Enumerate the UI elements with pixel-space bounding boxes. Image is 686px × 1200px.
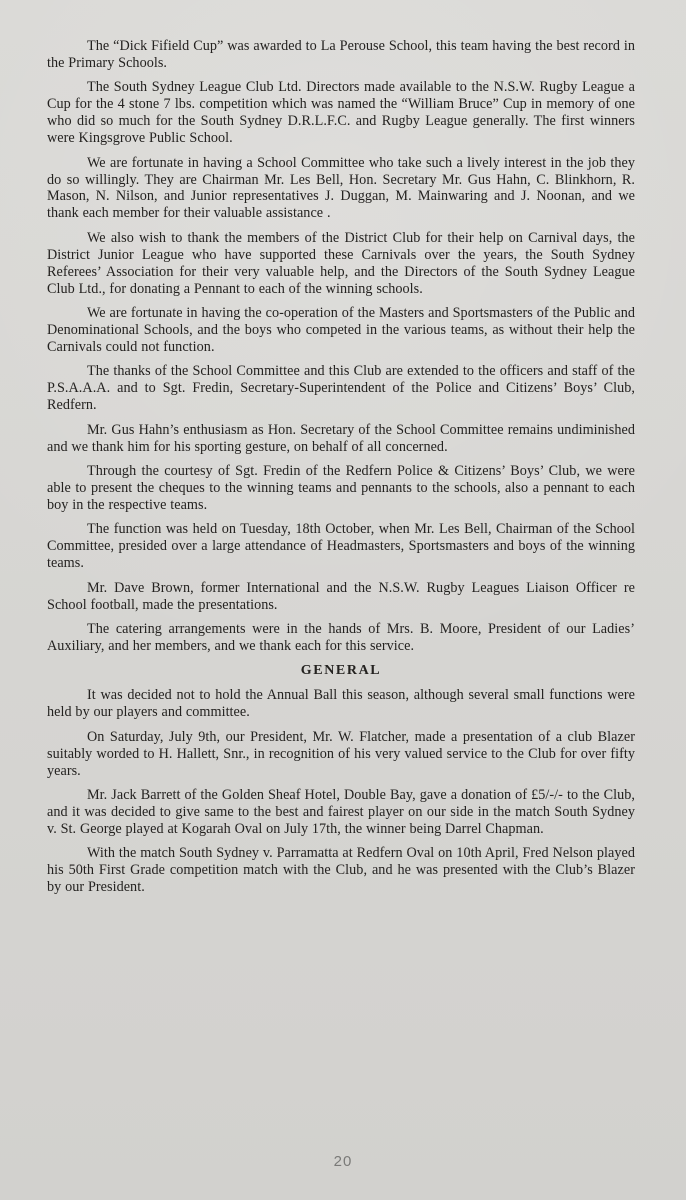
paragraph-dave-brown: Mr. Dave Brown, former International and the N.S.W. Rugby Leagues Liaison Officer re School football, made the presentations.: [47, 579, 635, 613]
page-body: [47, 38, 635, 904]
paragraph-dick-fifield-cup: The “Dick Fifield Cup” was awarded to La Perouse School, this team having the best record in the Primary Schools.: [47, 38, 635, 71]
paragraph-thanks-district-club: We also wish to thank the members of the District Club for their help on Carnival days, the District Junior League who have supported these Carnivals over the years, the South Sydney Referees’ Association for their very valuable help, and the Directors of the South Sydney League Club Ltd., for donating a Pennant to each of the winning schools.: [47, 229, 635, 297]
paragraph-club-blazer: On Saturday, July 9th, our President, Mr. W. Flatcher, made a presentation of a club Blazer suitably worded to H. Hallett, Snr., in recognition of his very valued service to the Club for over fifty years.: [47, 728, 635, 779]
section-heading-general: GENERAL: [300, 662, 382, 678]
paragraph-golden-sheaf-donation: Mr. Jack Barrett of the Golden Sheaf Hotel, Double Bay, gave a donation of £5/-/- to the Club, and it was decided to give same to the best and fairest player on our side in the match South Sydney v. St. George played at Kogarah Oval on July 17th, the winner being Darrel Chapman.: [47, 787, 635, 837]
paragraph-annual-ball: It was decided not to hold the Annual Ball this season, although several small functions were held by our players and committee.: [47, 687, 635, 721]
paragraph-psaaa-thanks: The thanks of the School Committee and this Club are extended to the officers and staff of the P.S.A.A.A. and to Sgt. Fredin, Secretary-Superintendent of the Police and Citizens’ Boys’ Club, Redfern.: [47, 363, 635, 414]
paragraph-catering: The catering arrangements were in the hands of Mrs. B. Moore, President of our Ladies’ Auxiliary, and her members, and we thank each for this service.: [47, 621, 635, 655]
paragraph-gus-hahn: Mr. Gus Hahn’s enthusiasm as Hon. Secretary of the School Committee remains undiminished and we thank him for his sporting gesture, on behalf of all concerned.: [47, 421, 635, 455]
paragraph-function: The function was held on Tuesday, 18th October, when Mr. Les Bell, Chairman of the School Committee, presided over a large attendance of Headmasters, Sportsmasters and boys of the winning teams.: [47, 521, 635, 572]
paragraph-school-committee: We are fortunate in having a School Committee who take such a lively interest in the job they do so willingly. They are Chairman Mr. Les Bell, Hon. Secretary Mr. Gus Hahn, C. Blinkhorn, R. Mason, N. Nilson, and Junior representatives J. Duggan, M. Mainwaring and J. Noonan, and we thank each member for their valuable assistance .: [47, 154, 635, 222]
paragraph-masters-cooperation: We are fortunate in having the co-operation of the Masters and Sportsmasters of the Public and Denominational Schools, and the boys who competed in the various teams, as without their help the Carnivals could not function.: [47, 305, 635, 355]
paragraph-sgt-fredin: Through the courtesy of Sgt. Fredin of the Redfern Police & Citizens’ Boys’ Club, we were able to present the cheques to the winning teams and pennants to the schools, also a pennant to each boy in the respective teams.: [47, 463, 635, 513]
page-number: 20: [333, 1153, 353, 1170]
paragraph-william-bruce-cup: The South Sydney League Club Ltd. Directors made available to the N.S.W. Rugby League a Cup for the 4 stone 7 lbs. competition which was named the “William Bruce” Cup in memory of one who did so much for the South Sydney D.R.L.F.C. and Rugby League generally. The first winners were Kingsgrove Public School.: [47, 79, 635, 147]
paragraph-fred-nelson: With the match South Sydney v. Parramatta at Redfern Oval on 10th April, Fred Nelson played his 50th First Grade competition match with the Club, and he was presented with the Club’s Blazer by our President.: [47, 845, 635, 896]
